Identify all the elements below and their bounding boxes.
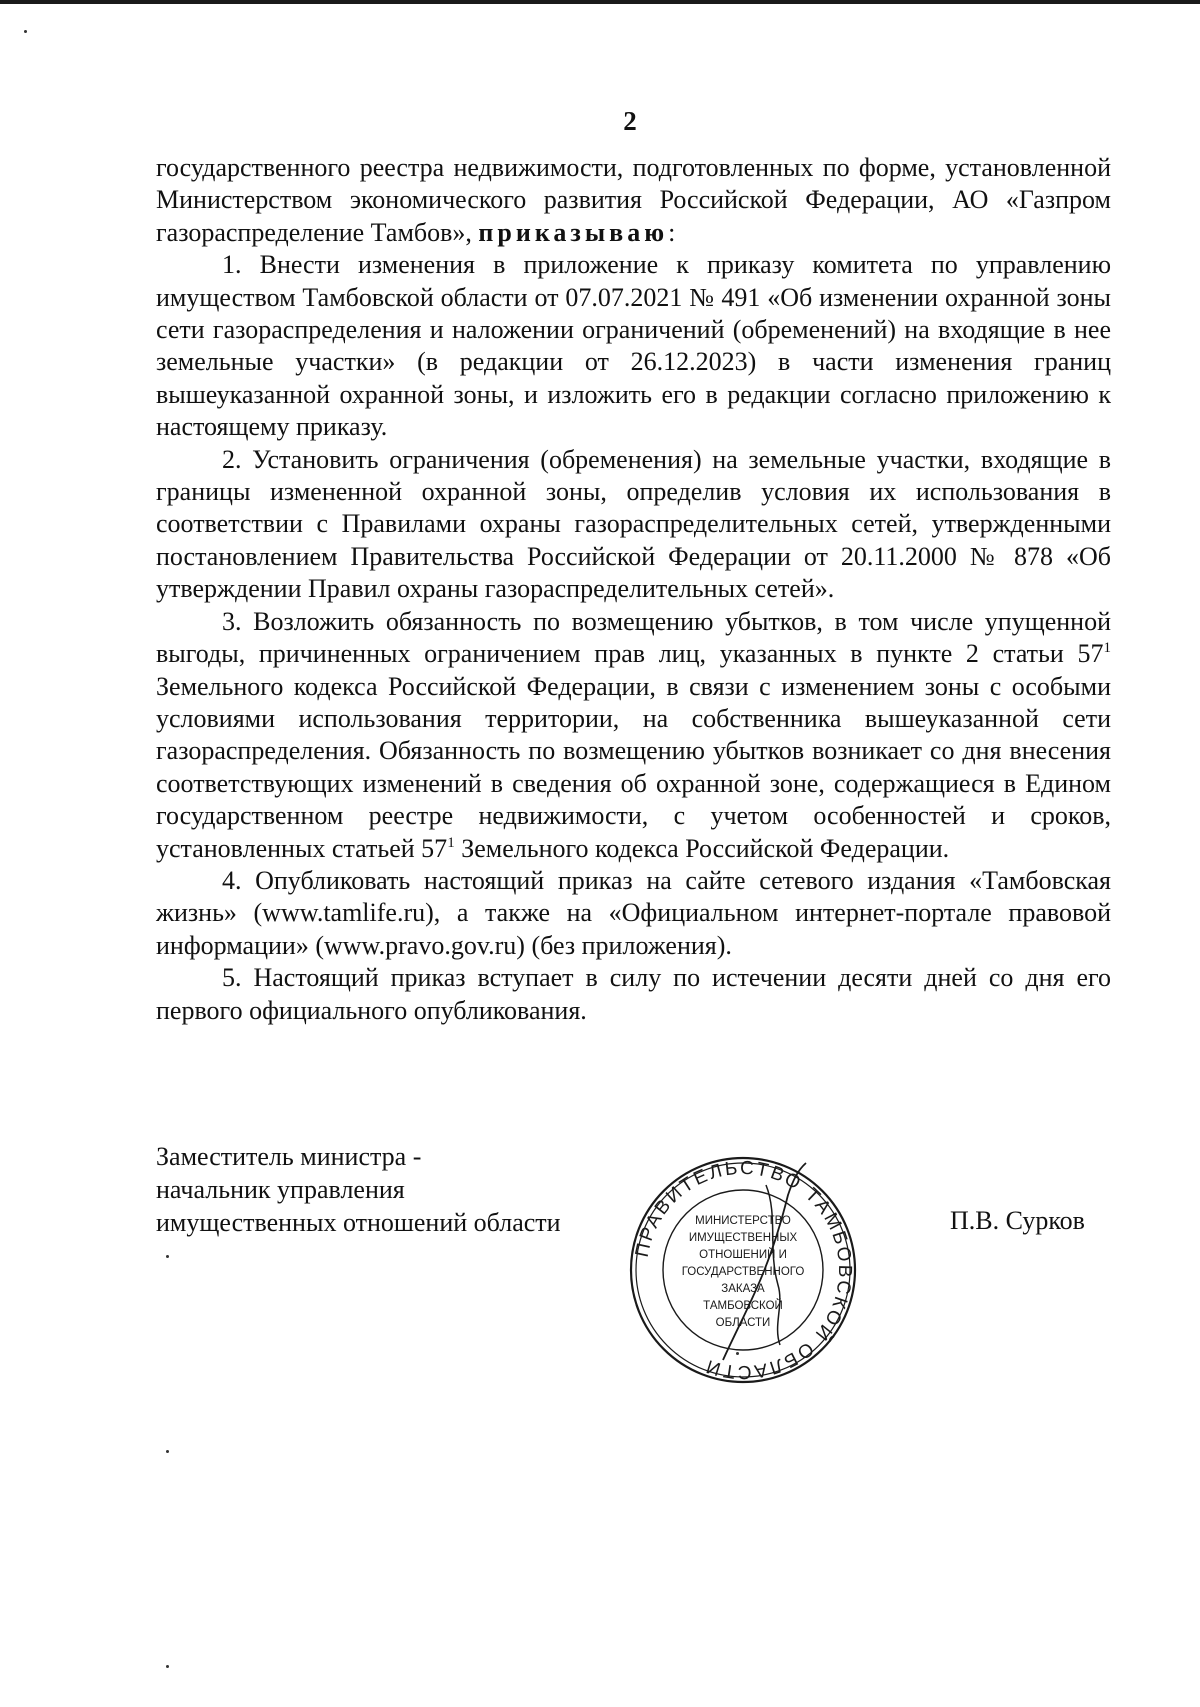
signatory-title-line2: начальник управления <box>156 1175 405 1204</box>
stamp-inner-line-1: МИНИСТЕРСТВО <box>695 1215 791 1227</box>
intro-end: : <box>668 217 676 247</box>
item3-superscript-2: 1 <box>447 834 455 851</box>
scan-speck <box>736 1352 739 1355</box>
order-item-4: 4. Опубликовать настоящий приказ на сайте сетевого издания «Тамбовская жизнь» (www.tamlife.ru), а также на «Официальном интернет-портале правовой информации» (www.pravo.gov.ru) (без приложения). <box>156 865 1111 960</box>
stamp-outer-text-path: ПРАВИТЕЛЬСТВО ТАМБОВСКОЙ ОБЛАСТИ <box>631 1157 856 1383</box>
scan-speck <box>166 1255 169 1258</box>
page-number: 2 <box>623 106 637 136</box>
order-item-2: 2. Установить ограничения (обременения) на земельные участки, входящие в границы измененной охранной зоны, определив условия их использования в соответствии с Правилами охраны газораспределительных сетей, утвержденными постановлением Правительства Российской Федерации от 20.11.2000 № 878 «Об утверждении Правил охраны газораспределительных сетей». <box>156 444 1111 604</box>
stamp-inner-line-4: ГОСУДАРСТВЕННОГО <box>681 1266 805 1278</box>
scan-top-edge <box>0 0 1200 4</box>
scan-speck <box>166 1450 169 1453</box>
item3-text-part2: Земельного кодекса Российской Федерации, в связи с изменением зоны с особыми условиями использования территории, на собственника вышеуказанной сети газораспределения. Обязанность по возмещению убытков возникает со дня внесения соответствующих изменений в сведения об охранной зоне, содержащиеся в Едином государственном реестре недвижимости, с учетом особенностей и сроков, установленных статьей 57 <box>156 671 1111 863</box>
order-item-5: 5. Настоящий приказ вступает в силу по истечении десяти дней со дня его первого официального опубликования. <box>156 963 1111 1025</box>
stamp-inner-line-7: ОБЛАСТИ <box>715 1317 771 1329</box>
signatory-title-line1: Заместитель министра - <box>156 1142 422 1171</box>
stamp-inner-line-3: ОТНОШЕНИЙ И <box>699 1249 787 1261</box>
order-command: приказываю <box>478 217 669 247</box>
official-seal-stamp <box>628 1155 858 1385</box>
stamp-inner-text <box>682 1215 805 1329</box>
stamp-inner-line-5: ЗАКАЗА <box>721 1283 765 1295</box>
signatory-title-line3: имущественных отношений области <box>156 1208 561 1237</box>
scan-speck <box>24 30 27 33</box>
item3-superscript-1: 1 <box>1103 640 1111 657</box>
scan-speck <box>166 1665 169 1668</box>
signer-name: П.В. Сурков <box>950 1206 1085 1235</box>
stamp-inner-line-2: ИМУЩЕСТВЕННЫХ <box>688 1232 798 1244</box>
document-body <box>156 152 1111 1027</box>
intro-paragraph <box>156 152 1111 249</box>
item3-text-part3: Земельного кодекса Российской Федерации. <box>454 833 950 863</box>
item3-text-part1: 3. Возложить обязанность по возмещению убытков, в том числе упущенной выгоды, причиненных ограничением прав лиц, указанных в пункте 2 статьи 57 <box>156 606 1111 669</box>
stamp-inner-line-6: ТАМБОВСКОЙ <box>703 1300 783 1312</box>
intro-text: государственного реестра недвижимости, подготовленных по форме, установленной Министерством экономического развития Российской Федерации, АО «Газпром газораспределение Тамбов», <box>156 153 1111 247</box>
order-item-3 <box>156 606 1111 865</box>
order-item-1: 1. Внести изменения в приложение к приказу комитета по управлению имуществом Тамбовской области от 07.07.2021 № 491 «Об изменении охранной зоны сети газораспределения и наложении ограничений (обременений) на входящие в нее земельные участки» (в редакции от 26.12.2023) в части изменения границ вышеуказанной охранной зоны, и изложить его в редакции согласно приложению к настоящему приказу. <box>156 250 1111 442</box>
signatory-title <box>156 1140 656 1239</box>
